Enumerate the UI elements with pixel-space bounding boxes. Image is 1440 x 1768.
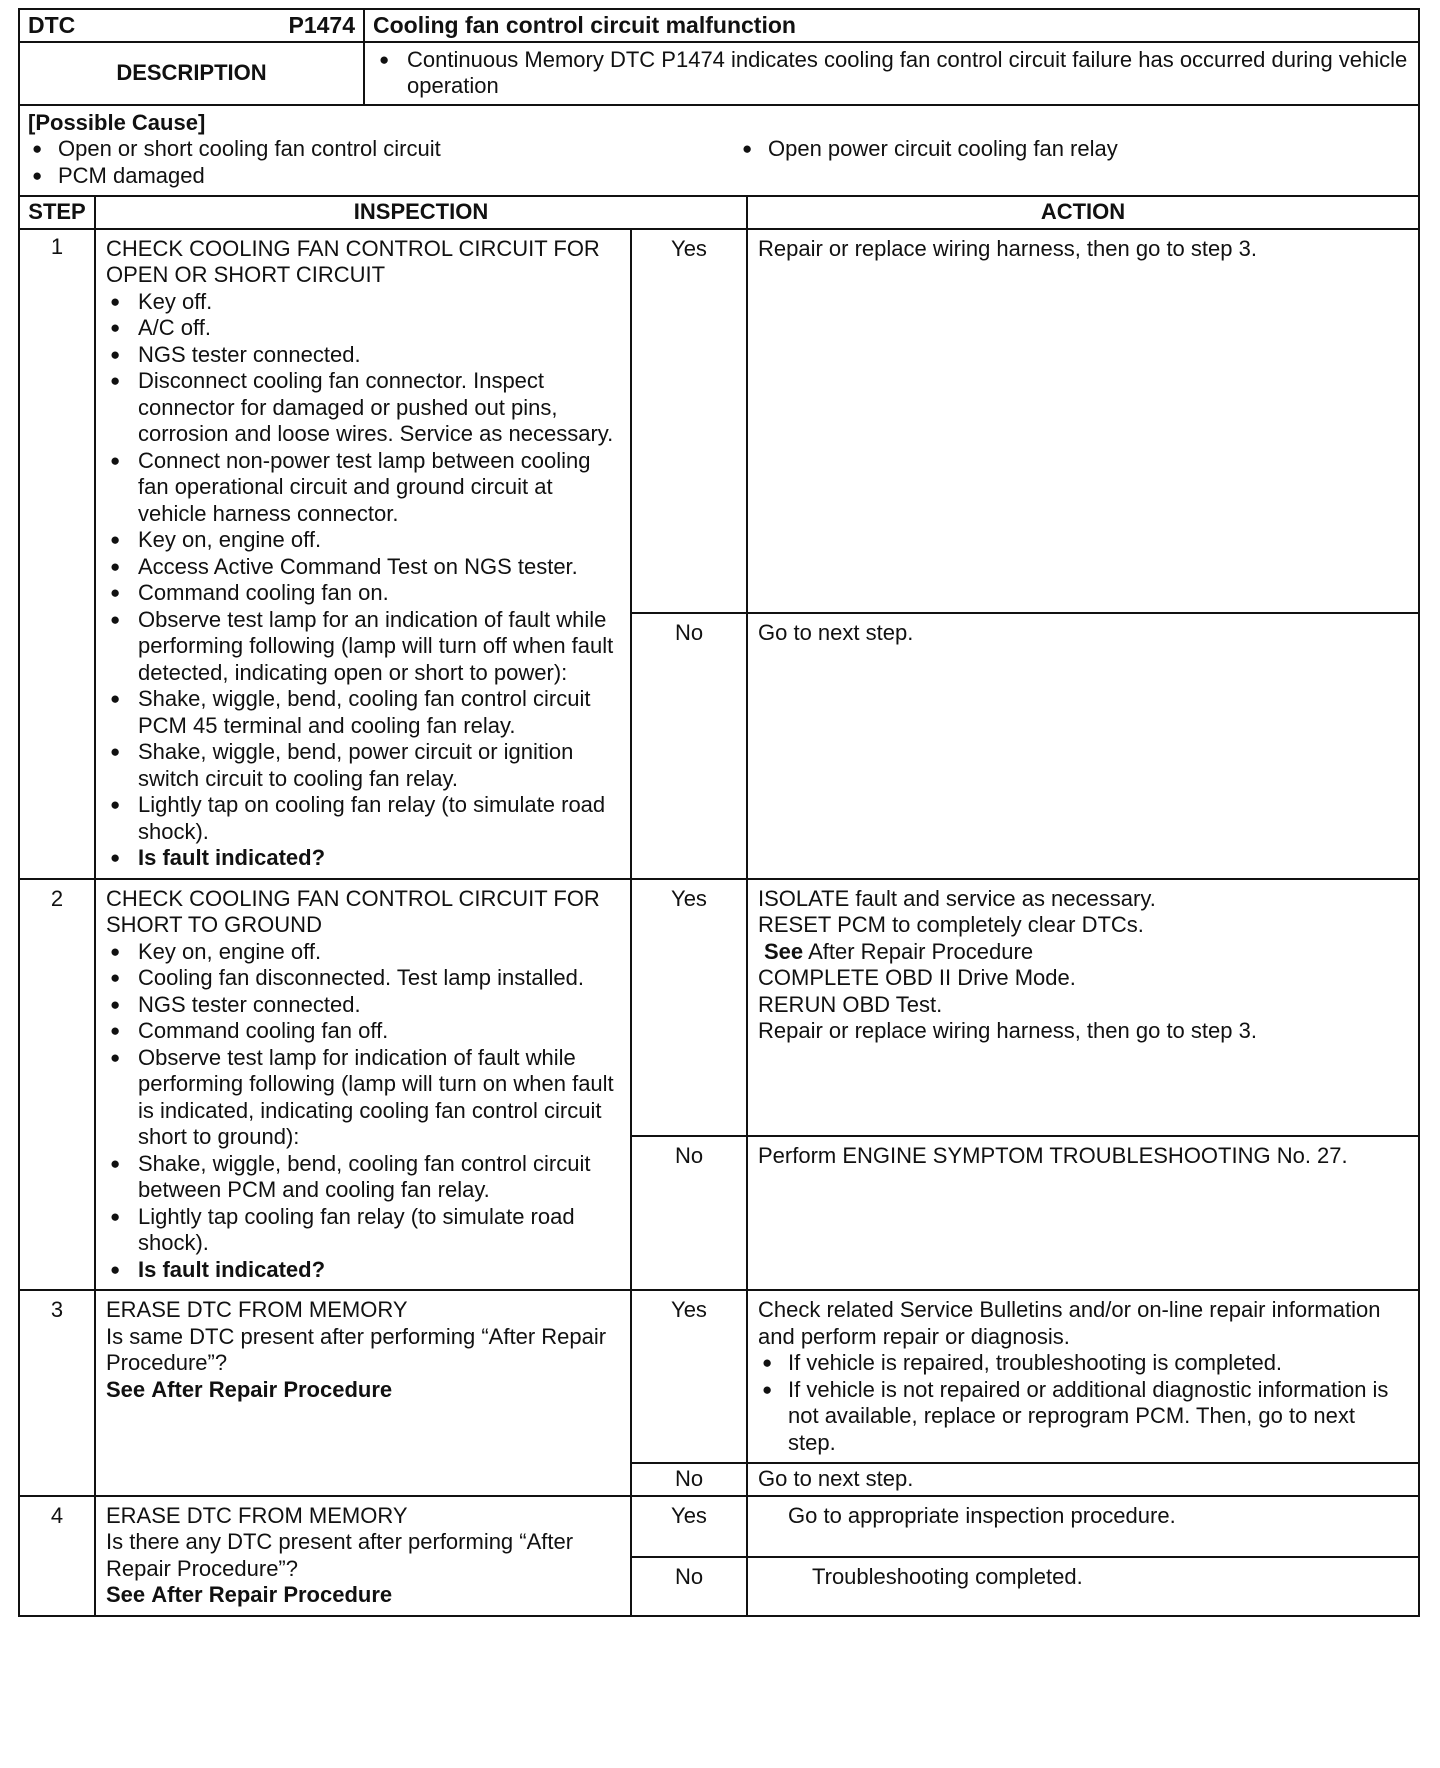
col-action-header: ACTION <box>747 196 1419 229</box>
dtc-header-table <box>18 8 1420 197</box>
inspection-bullet: ● Command cooling fan on. <box>106 580 620 607</box>
inspection-bullet: ● Observe test lamp for an indication of fault while performing following (lamp will turn off when fault detected, indicating open or short to power): <box>106 607 620 687</box>
step-number: 4 <box>19 1496 95 1616</box>
yes-label: Yes <box>631 1496 747 1557</box>
step-number: 2 <box>19 879 95 1291</box>
no-label: No <box>631 613 747 879</box>
see-reference: After Repair Procedure <box>151 1582 393 1607</box>
inspection-bullet: ● Cooling fan disconnected. Test lamp installed. <box>106 965 620 992</box>
inspection-bullet: ● A/C off. <box>106 315 620 342</box>
yes-label: Yes <box>631 1290 747 1463</box>
inspection-bullet: ● Key on, engine off. <box>106 527 620 554</box>
no-label: No <box>631 1557 747 1616</box>
col-inspection-header: INSPECTION <box>95 196 747 229</box>
step-heading: CHECK COOLING FAN CONTROL CIRCUIT FOR OPEN OR SHORT CIRCUIT <box>106 235 600 287</box>
step-question: Is same DTC present after performing “After Repair Procedure”? <box>106 1323 607 1375</box>
step-inspection <box>95 879 631 1291</box>
action-bullet: ● If vehicle is not repaired or additional diagnostic information is not available, replace or reprogram PCM. Then, go to next step. <box>758 1377 1408 1457</box>
inspection-bullet: ● Disconnect cooling fan connector. Inspect connector for damaged or pushed out pins, corrosion and loose wires. Service as necessary. <box>106 368 620 448</box>
inspection-bullet: ● Key off. <box>106 289 620 316</box>
step-heading: ERASE DTC FROM MEMORY <box>106 1502 408 1528</box>
action-intro: Check related Service Bulletins and/or on-line repair information and perform repair or diagnosis. <box>758 1297 1381 1349</box>
dtc-title: Cooling fan control circuit malfunction <box>364 9 1419 42</box>
action-see-line <box>758 939 1408 966</box>
steps-table <box>18 195 1420 1617</box>
action-bullet: ● If vehicle is repaired, troubleshooting is completed. <box>758 1350 1408 1377</box>
inspection-bullet: ● Key on, engine off. <box>106 939 620 966</box>
description-text: ● Continuous Memory DTC P1474 indicates cooling fan control circuit failure has occurred during vehicle operation <box>375 47 1410 100</box>
step-inspection <box>95 229 631 879</box>
action-line: RESET PCM to completely clear DTCs. <box>758 912 1144 937</box>
possible-cause-label: [Possible Cause] <box>28 109 206 135</box>
cause-item: ● Open or short cooling fan control circuit <box>28 136 738 163</box>
cause-item: ● Open power circuit cooling fan relay <box>738 136 1410 163</box>
inspection-question: ● Is fault indicated? <box>106 1257 620 1284</box>
step-inspection <box>95 1496 631 1616</box>
see-label: See <box>764 938 804 964</box>
step-number: 3 <box>19 1290 95 1496</box>
inspection-question: ● Is fault indicated? <box>106 845 620 872</box>
action-line: Repair or replace wiring harness, then go to step 3. <box>758 1018 1257 1043</box>
no-action: Go to next step. <box>747 613 1419 879</box>
action-line: ISOLATE fault and service as necessary. <box>758 885 1156 911</box>
step-inspection <box>95 1290 631 1496</box>
inspection-bullet: ● NGS tester connected. <box>106 992 620 1019</box>
col-step-header: STEP <box>19 196 95 229</box>
step-heading: CHECK COOLING FAN CONTROL CIRCUIT FOR SHORT TO GROUND <box>106 885 600 937</box>
step-number: 1 <box>19 229 95 879</box>
inspection-bullet: ● Observe test lamp for indication of fault while performing following (lamp will turn on when fault is indicated, indicating cooling fan control circuit short to ground): <box>106 1045 620 1151</box>
dtc-code: P1474 <box>288 12 355 38</box>
inspection-bullet: ● Lightly tap on cooling fan relay (to simulate road shock). <box>106 792 620 845</box>
dtc-cell <box>19 9 364 42</box>
inspection-bullet: ● Command cooling fan off. <box>106 1018 620 1045</box>
description-label: DESCRIPTION <box>19 42 364 105</box>
see-label: See <box>106 1582 146 1607</box>
see-label: See <box>106 1376 146 1402</box>
inspection-bullet: ● Access Active Command Test on NGS tester. <box>106 554 620 581</box>
inspection-bullet: ● Shake, wiggle, bend, power circuit or ignition switch circuit to cooling fan relay. <box>106 739 620 792</box>
see-reference: After Repair Procedure <box>808 938 1034 964</box>
yes-action: Go to appropriate inspection procedure. <box>747 1496 1419 1557</box>
no-label: No <box>631 1136 747 1291</box>
yes-label: Yes <box>631 229 747 613</box>
yes-action: Repair or replace wiring harness, then go to step 3. <box>747 229 1419 613</box>
inspection-bullet: ● NGS tester connected. <box>106 342 620 369</box>
step-question: Is there any DTC present after performing “After Repair Procedure”? <box>106 1529 574 1581</box>
cause-item: ● PCM damaged <box>28 163 738 190</box>
inspection-bullet: ● Connect non-power test lamp between cooling fan operational circuit and ground circuit at vehicle harness connector. <box>106 448 620 528</box>
action-line: RERUN OBD Test. <box>758 991 943 1017</box>
diagnostic-sheet <box>18 8 1420 1617</box>
yes-label: Yes <box>631 879 747 1136</box>
no-action: Go to next step. <box>747 1463 1419 1496</box>
inspection-bullet: ● Shake, wiggle, bend, cooling fan control circuit PCM 45 terminal and cooling fan relay. <box>106 686 620 739</box>
inspection-bullet: ● Lightly tap cooling fan relay (to simulate road shock). <box>106 1204 620 1257</box>
no-action: Troubleshooting completed. <box>747 1557 1419 1616</box>
dtc-label: DTC <box>28 12 76 38</box>
no-action: Perform ENGINE SYMPTOM TROUBLESHOOTING No. 27. <box>747 1136 1419 1291</box>
yes-action <box>747 1290 1419 1463</box>
see-reference: After Repair Procedure <box>151 1376 393 1402</box>
description-cell <box>364 42 1419 105</box>
see-line <box>106 1582 620 1609</box>
possible-cause-cell <box>19 105 1419 197</box>
see-line <box>106 1377 620 1404</box>
step-heading: ERASE DTC FROM MEMORY <box>106 1297 408 1322</box>
yes-action <box>747 879 1419 1136</box>
no-label: No <box>631 1463 747 1496</box>
inspection-bullet: ● Shake, wiggle, bend, cooling fan control circuit between PCM and cooling fan relay. <box>106 1151 620 1204</box>
action-line: COMPLETE OBD II Drive Mode. <box>758 965 1076 990</box>
